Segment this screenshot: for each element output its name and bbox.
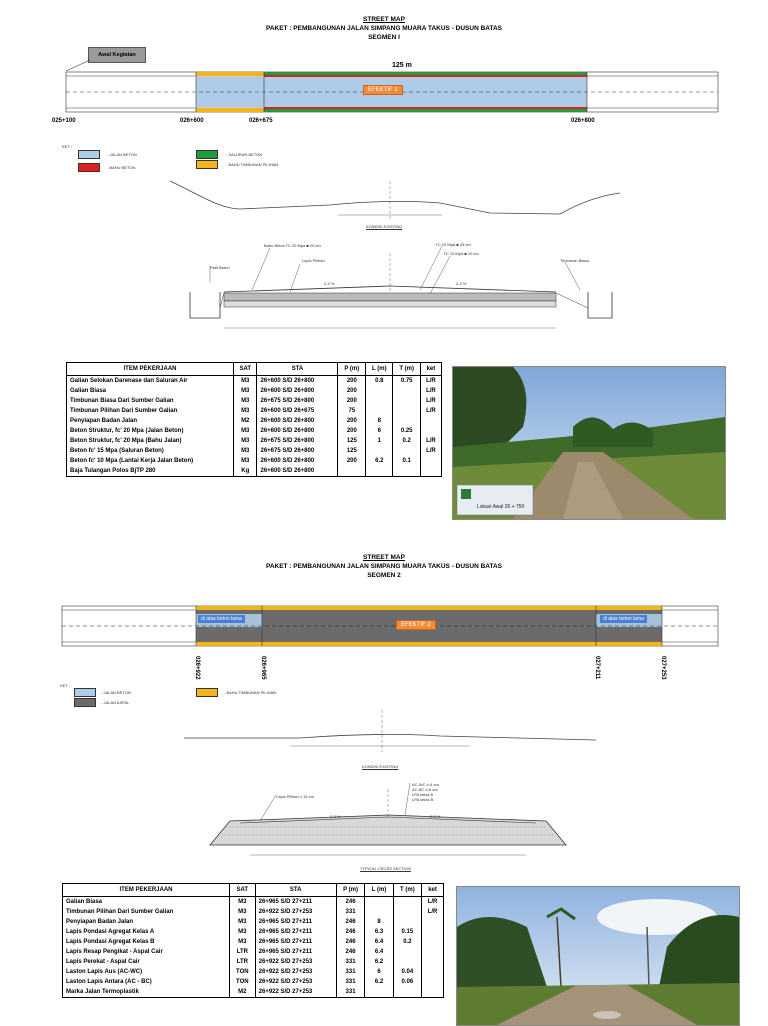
- cell-t: [393, 396, 420, 406]
- seg2-table-body: [63, 897, 444, 998]
- seg2-cs-note-2: AC-WC t=4 cm: [412, 782, 439, 787]
- cell-l: [365, 897, 393, 908]
- cell-ket: [422, 967, 444, 977]
- seg1-station-4: 026+800: [571, 118, 595, 124]
- seg1-legend-swatch-3: [196, 150, 218, 159]
- cell-p: 75: [338, 406, 366, 416]
- seg2-header: [0, 553, 768, 580]
- cell-item: Galian Biasa: [67, 386, 234, 396]
- cell-p: 200: [338, 376, 366, 387]
- table-row: [67, 436, 442, 446]
- seg2-segment: SEGMEN 2: [367, 572, 401, 579]
- cell-item: Timbunan Pilihan Dari Sumber Galian: [63, 907, 230, 917]
- cell-t: [393, 386, 420, 396]
- cell-item: Lapis Pondasi Agregat Kelas B: [63, 937, 230, 947]
- cell-p: 331: [336, 967, 365, 977]
- table-header-row: [67, 363, 442, 376]
- cell-item: Galian Selokan Darenase dan Saluran Air: [67, 376, 234, 387]
- cell-sta: 26+922 S/D 27+253: [255, 987, 336, 998]
- cell-item: Penyiapan Badan Jalan: [63, 917, 230, 927]
- cell-sta: 26+600 S/D 26+675: [257, 406, 338, 416]
- seg1-legend-swatch-1: [78, 150, 100, 159]
- seg2-legend-label-3: - BAHU TIMBUNAN PILIHAN: [224, 690, 277, 695]
- cell-p: 200: [338, 386, 366, 396]
- cell-l: 0.8: [366, 376, 393, 387]
- seg1-station-1: 025+100: [52, 118, 76, 124]
- cell-sat: LTR: [230, 957, 256, 967]
- seg1-cs-note-3: f'C 20 Mpa ■ 25 cm: [436, 242, 471, 247]
- cell-p: 331: [336, 977, 365, 987]
- cell-sta: 26+965 S/D 27+211: [255, 937, 336, 947]
- table-row: [63, 967, 444, 977]
- seg1-slope-left: 2-3 %: [324, 281, 335, 286]
- cell-l: [366, 386, 393, 396]
- cell-item: Lapis Resap Pengikat - Aspal Cair: [63, 947, 230, 957]
- cell-l: [366, 466, 393, 477]
- seg2-legend-label-1: - JALAN BETON: [101, 690, 131, 695]
- cell-l: 6.4: [365, 947, 393, 957]
- seg2-cs-note-5: LPA kelas B: [412, 797, 434, 802]
- cell-sat: TON: [230, 967, 256, 977]
- seg2-over-label-right: di atas beton lama: [600, 615, 647, 623]
- col-header-p: P (m): [338, 363, 366, 376]
- cell-sat: M3: [234, 376, 257, 387]
- cell-l: [366, 406, 393, 416]
- cell-l: 8: [365, 917, 393, 927]
- seg2-package: PAKET : PEMBANGUNAN JALAN SIMPANG MUARA TAKUS - DUSUN BATAS: [265, 563, 503, 570]
- cell-ket: [420, 466, 441, 477]
- col-header-sat: SAT: [234, 363, 257, 376]
- cell-l: [365, 907, 393, 917]
- table-row: [67, 376, 442, 387]
- cell-sta: 26+600 S/D 26+800: [257, 466, 338, 477]
- cell-t: 0.15: [393, 927, 421, 937]
- seg2-cross-section: [200, 775, 590, 865]
- seg2-typical-label: TYPICAL CROSS SECTION: [360, 866, 411, 871]
- seg1-legend-label-3: - SALURAN BETON: [226, 152, 263, 157]
- cell-p: 246: [336, 897, 365, 908]
- cell-sat: TON: [230, 977, 256, 987]
- cell-p: [338, 466, 366, 477]
- table-row: [67, 426, 442, 436]
- cell-sat: M2: [230, 987, 256, 998]
- cell-t: 0.1: [393, 456, 420, 466]
- seg2-existing-label: KONDISI EXISTING: [362, 764, 399, 769]
- cell-ket: [422, 927, 444, 937]
- cell-t: [393, 917, 421, 927]
- cell-item: Beton Struktur, fc' 20 Mpa (Bahu Jalan): [67, 436, 234, 446]
- cell-sat: M3: [230, 927, 256, 937]
- seg2-existing-profile: [180, 706, 600, 756]
- cell-ket: [422, 957, 444, 967]
- cell-t: [393, 406, 420, 416]
- seg1-legend-swatch-4: [196, 160, 218, 169]
- cell-sta: 26+922 S/D 27+253: [255, 957, 336, 967]
- col-header-item: ITEM PEKERJAAN: [67, 363, 234, 376]
- cell-sat: M3: [234, 406, 257, 416]
- seg1-cs-note-6: Timbunan Biasa: [560, 258, 589, 263]
- cell-sta: 26+675 S/D 26+800: [257, 436, 338, 446]
- cell-sat: M3: [234, 436, 257, 446]
- seg2-photo-image: [457, 887, 739, 1025]
- cell-sta: 26+675 S/D 26+800: [257, 396, 338, 406]
- col-header-sta: STA: [257, 363, 338, 376]
- cell-sta: 26+965 S/D 27+211: [255, 927, 336, 937]
- seg1-cs-note-1: Bahu Beton f'C 20 Mpa ■ 20 cm: [264, 243, 321, 248]
- cell-t: [393, 987, 421, 998]
- cell-ket: L/R: [420, 446, 441, 456]
- cell-t: [393, 957, 421, 967]
- table-row: [67, 466, 442, 477]
- seg1-legend-key: KET :: [62, 144, 72, 149]
- cell-sat: M3: [234, 456, 257, 466]
- cell-item: Baja Tulangan Polos BjTP 280: [67, 466, 234, 477]
- cell-ket: L/R: [420, 396, 441, 406]
- seg1-cs-note-5: Paril Beton: [210, 265, 230, 270]
- cell-t: [393, 907, 421, 917]
- seg1-legend-swatch-2: [78, 163, 100, 172]
- table-row: [67, 386, 442, 396]
- seg2-effective-label: EFEKTIF 2: [396, 620, 436, 630]
- seg1-effective-label: EFEKTIF 1: [363, 85, 403, 95]
- cell-sat: Kg: [234, 466, 257, 477]
- cell-sat: M3: [234, 446, 257, 456]
- cell-ket: [420, 456, 441, 466]
- seg2-work-table: [62, 883, 444, 998]
- cell-sta: 26+922 S/D 27+253: [255, 967, 336, 977]
- cell-sta: 26+600 S/D 26+800: [257, 416, 338, 426]
- seg2-legend-key: KET :: [60, 683, 70, 688]
- cell-t: [393, 416, 420, 426]
- table-row: [67, 396, 442, 406]
- cell-l: 6.2: [365, 957, 393, 967]
- seg2-station-2: 026+965: [260, 656, 266, 680]
- seg2-cs-note-1: Lapis Pilihan ≥ 15 cm: [276, 794, 314, 799]
- cell-item: Beton Struktur, fc' 20 Mpa (Jalan Beton): [67, 426, 234, 436]
- cell-ket: L/R: [420, 436, 441, 446]
- cell-ket: [422, 917, 444, 927]
- cell-item: Marka Jalan Termoplastik: [63, 987, 230, 998]
- cell-sta: 26+600 S/D 26+800: [257, 456, 338, 466]
- seg1-site-photo: [452, 366, 726, 520]
- seg2-site-photo: [456, 886, 740, 1026]
- cell-sta: 26+922 S/D 27+253: [255, 907, 336, 917]
- table-row: [63, 937, 444, 947]
- cell-ket: L/R: [422, 897, 444, 908]
- table-row: [63, 947, 444, 957]
- cell-item: Timbunan Biasa Dari Sumber Galian: [67, 396, 234, 406]
- seg1-legend-label-2: - BAHU BETON: [107, 165, 136, 170]
- cell-l: [366, 396, 393, 406]
- cell-t: 0.2: [393, 937, 421, 947]
- seg1-table-body: [67, 376, 442, 477]
- col-header-sat: SAT: [230, 884, 256, 897]
- seg1-length-label: 125 m: [392, 62, 412, 69]
- cell-sat: M3: [230, 897, 256, 908]
- cell-p: 246: [336, 927, 365, 937]
- cell-p: 331: [336, 957, 365, 967]
- seg2-over-label-left: di atas beton lama: [198, 615, 245, 623]
- table-row: [63, 917, 444, 927]
- cell-l: 6: [365, 967, 393, 977]
- cell-ket: L/R: [420, 386, 441, 396]
- cell-item: Timbunan Pilihan Dari Sumber Galian: [67, 406, 234, 416]
- table-row: [63, 907, 444, 917]
- cell-item: Galian Biasa: [63, 897, 230, 908]
- seg1-cs-note-2: Lapis Pilihan: [302, 258, 325, 263]
- table-row: [67, 456, 442, 466]
- cell-ket: [420, 416, 441, 426]
- cell-sta: 26+965 S/D 27+211: [255, 897, 336, 908]
- seg1-work-table: [66, 362, 442, 477]
- seg1-photo-image: [453, 367, 725, 519]
- seg2-legend-swatch-1: [74, 688, 96, 697]
- cell-l: 6.2: [365, 977, 393, 987]
- col-header-ket: ket: [420, 363, 441, 376]
- seg2-road-plan: [0, 604, 768, 654]
- cell-l: 6.4: [365, 937, 393, 947]
- seg2-title: STREET MAP: [363, 554, 405, 561]
- seg2-slope-right: 2-3 %: [430, 814, 441, 819]
- cell-sat: M3: [230, 917, 256, 927]
- cell-ket: L/R: [422, 907, 444, 917]
- seg2-station-1: 026+922: [194, 656, 200, 680]
- cell-t: 0.75: [393, 376, 420, 387]
- cell-sat: M3: [234, 396, 257, 406]
- cell-sat: M3: [234, 386, 257, 396]
- cell-p: 125: [338, 436, 366, 446]
- cell-p: 125: [338, 446, 366, 456]
- cell-t: 0.2: [393, 436, 420, 446]
- col-header-sta: STA: [255, 884, 336, 897]
- cell-sat: M3: [230, 907, 256, 917]
- cell-sat: M3: [230, 937, 256, 947]
- cell-sat: M3: [234, 426, 257, 436]
- seg1-station-3: 026+675: [249, 118, 273, 124]
- seg2-cs-note-4: LPA kelas A: [412, 792, 434, 797]
- seg1-cross-section: [180, 238, 620, 336]
- seg1-title: STREET MAP: [363, 16, 405, 23]
- cell-item: Lapis Perekat - Aspal Cair: [63, 957, 230, 967]
- col-header-t: T (m): [393, 363, 420, 376]
- table-row: [63, 987, 444, 998]
- cell-t: 0.04: [393, 967, 421, 977]
- cell-p: 200: [338, 426, 366, 436]
- seg2-legend-swatch-3: [196, 688, 218, 697]
- cell-l: 1: [366, 436, 393, 446]
- table-header-row: [63, 884, 444, 897]
- seg1-legend-label-1: - JALAN BETON: [107, 152, 137, 157]
- seg2-legend-label-2: - JALAN ASPAL: [101, 700, 130, 705]
- cell-p: 200: [338, 396, 366, 406]
- cell-l: 6.3: [365, 927, 393, 937]
- cell-p: 246: [336, 937, 365, 947]
- seg1-segment: SEGMEN I: [368, 34, 400, 41]
- seg1-start-label: Awal Kegiatan: [88, 47, 146, 63]
- seg1-station-2: 026+600: [180, 118, 204, 124]
- cell-l: 8: [366, 416, 393, 426]
- cell-p: 246: [336, 917, 365, 927]
- seg2-slope-left: 2-3 %: [330, 814, 341, 819]
- cell-t: 0.06: [393, 977, 421, 987]
- cell-ket: [422, 977, 444, 987]
- cell-p: 200: [338, 456, 366, 466]
- seg1-legend-label-4: - BAHU TIMBUNAN PILIHAN: [226, 162, 279, 167]
- cell-ket: [422, 947, 444, 957]
- seg2-cs-note-3: AC-BC t=6 cm: [412, 787, 438, 792]
- col-header-p: P (m): [336, 884, 365, 897]
- cell-item: Laston Lapis Aus (AC-WC): [63, 967, 230, 977]
- cell-sat: M2: [234, 416, 257, 426]
- table-row: [63, 897, 444, 908]
- col-header-item: ITEM PEKERJAAN: [63, 884, 230, 897]
- cell-sta: 26+600 S/D 26+800: [257, 386, 338, 396]
- cell-sta: 26+600 S/D 26+800: [257, 426, 338, 436]
- table-row: [63, 957, 444, 967]
- cell-sta: 26+600 S/D 26+800: [257, 376, 338, 387]
- cell-sta: 26+965 S/D 27+211: [255, 917, 336, 927]
- cell-item: Laston Lapis Antara (AC - BC): [63, 977, 230, 987]
- table-row: [67, 416, 442, 426]
- col-header-l: L (m): [366, 363, 393, 376]
- cell-p: 246: [336, 947, 365, 957]
- cell-item: Beton fc' 10 Mpa (Lantai Kerja Jalan Beton): [67, 456, 234, 466]
- col-header-l: L (m): [365, 884, 393, 897]
- table-row: [67, 406, 442, 416]
- seg1-photo-caption: Lokasi Awal 26 + 750: [477, 504, 525, 510]
- cell-sat: LTR: [230, 947, 256, 957]
- seg2-legend-swatch-2: [74, 698, 96, 707]
- cell-sta: 26+965 S/D 27+211: [255, 947, 336, 957]
- cell-ket: [422, 937, 444, 947]
- cell-ket: L/R: [420, 406, 441, 416]
- cell-p: 200: [338, 416, 366, 426]
- cell-p: 331: [336, 987, 365, 998]
- cell-l: [365, 987, 393, 998]
- table-row: [63, 927, 444, 937]
- cell-ket: [422, 987, 444, 998]
- cell-l: 6: [366, 426, 393, 436]
- col-header-t: T (m): [393, 884, 421, 897]
- table-row: [67, 446, 442, 456]
- cell-sta: 26+922 S/D 27+253: [255, 977, 336, 987]
- seg1-slope-right: 2-3 %: [456, 281, 467, 286]
- seg1-package: PAKET : PEMBANGUNAN JALAN SIMPANG MUARA TAKUS - DUSUN BATAS: [265, 25, 503, 32]
- seg1-cs-note-4: f'C 10 Mpa ■ 10 cm: [444, 251, 479, 256]
- cell-ket: [420, 426, 441, 436]
- cell-t: [393, 897, 421, 908]
- cell-item: Lapis Pondasi Agregat Kelas A: [63, 927, 230, 937]
- cell-p: 331: [336, 907, 365, 917]
- seg1-header: [0, 15, 768, 42]
- cell-t: [393, 446, 420, 456]
- cell-ket: L/R: [420, 376, 441, 387]
- cell-t: [393, 466, 420, 477]
- cell-item: Beton fc' 15 Mpa (Saluran Beton): [67, 446, 234, 456]
- seg2-station-4: 027+253: [660, 656, 666, 680]
- cell-item: Penyiapan Badan Jalan: [67, 416, 234, 426]
- col-header-ket: ket: [422, 884, 444, 897]
- cell-l: [366, 446, 393, 456]
- cell-t: [393, 947, 421, 957]
- seg1-existing-label: KONDISI EXISTING: [366, 224, 403, 229]
- cell-sta: 26+675 S/D 26+800: [257, 446, 338, 456]
- cell-l: 6.2: [366, 456, 393, 466]
- table-row: [63, 977, 444, 987]
- cell-t: 0.25: [393, 426, 420, 436]
- seg2-station-3: 027+211: [594, 656, 600, 680]
